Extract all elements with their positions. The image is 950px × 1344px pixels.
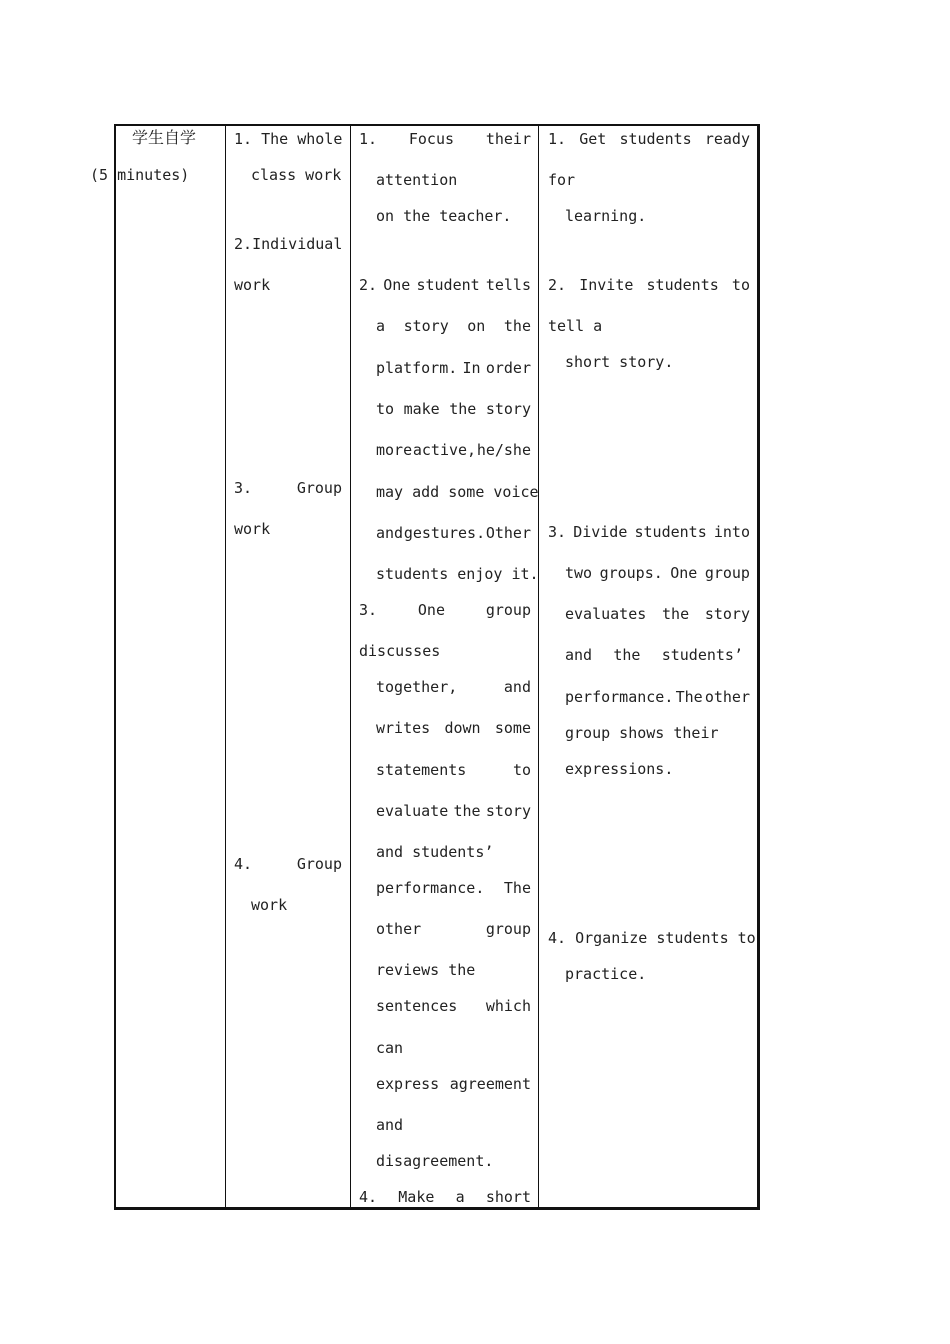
stage-duration: (5 minutes) — [90, 166, 190, 184]
teacher-line: performance. The other — [565, 688, 750, 706]
teacher-line: 1. Get students ready — [548, 130, 750, 148]
activity-1: 1. The whole — [234, 130, 343, 148]
student-line: 3. One group — [359, 601, 531, 619]
student-line: and — [376, 1116, 404, 1134]
student-line: reviews the — [376, 961, 476, 979]
student-line: together, and — [376, 678, 531, 696]
student-line: a story on the — [376, 317, 531, 335]
student-line: 1. Focus their — [359, 130, 531, 148]
student-line: more active, he/she — [376, 441, 531, 459]
student-line: discusses — [359, 642, 441, 660]
teacher-line: short story. — [565, 353, 674, 371]
student-line: statements to — [376, 761, 531, 779]
teacher-line: evaluates the story — [565, 605, 750, 623]
activity-2-cont: work — [234, 276, 271, 294]
student-line: attention — [376, 171, 458, 189]
student-line: on the teacher. — [376, 207, 512, 225]
student-line: other group — [376, 920, 531, 938]
student-line: can — [376, 1039, 404, 1057]
student-line: and students’ — [376, 843, 494, 861]
student-line: platform. In order — [376, 359, 531, 377]
teacher-line: 4. Organize students to — [548, 929, 756, 947]
activity-4-cont: work — [251, 896, 288, 914]
student-line: 4. Make a short — [359, 1188, 531, 1206]
teacher-line: and the students’ — [565, 646, 743, 664]
student-line: 2. One student tells — [359, 276, 531, 294]
teacher-line: practice. — [565, 965, 647, 983]
student-line: to make the story — [376, 400, 531, 418]
activity-2: 2. Individual — [234, 235, 343, 253]
student-line: and gestures. Other — [376, 524, 531, 542]
teacher-line: two groups. One group — [565, 564, 750, 582]
teacher-line: 2. Invite students to — [548, 276, 750, 294]
activity-1-cont: class work — [251, 166, 342, 184]
student-line: may add some voice — [376, 483, 539, 501]
student-line: students enjoy it. — [376, 565, 539, 583]
student-line: express agreement — [376, 1075, 531, 1093]
activity-3: 3. Group — [234, 479, 342, 497]
teacher-line: tell a — [548, 317, 603, 335]
teacher-line: group shows their — [565, 724, 719, 742]
activity-3-cont: work — [234, 520, 271, 538]
student-line: evaluate the story — [376, 802, 531, 820]
teacher-line: for — [548, 171, 576, 189]
teacher-line: learning. — [565, 207, 647, 225]
student-line: performance. The — [376, 879, 531, 897]
student-line: sentences which — [376, 997, 531, 1015]
stage-title: 学生自学 — [132, 128, 197, 147]
column-divider-1 — [225, 124, 226, 1210]
activity-4: 4. Group — [234, 855, 342, 873]
student-line: writes down some — [376, 719, 531, 737]
teacher-line: expressions. — [565, 760, 674, 778]
student-line: disagreement. — [376, 1152, 494, 1170]
column-divider-3 — [538, 124, 539, 1210]
column-divider-2 — [350, 124, 351, 1210]
teacher-line: 3. Divide students into — [548, 523, 750, 541]
